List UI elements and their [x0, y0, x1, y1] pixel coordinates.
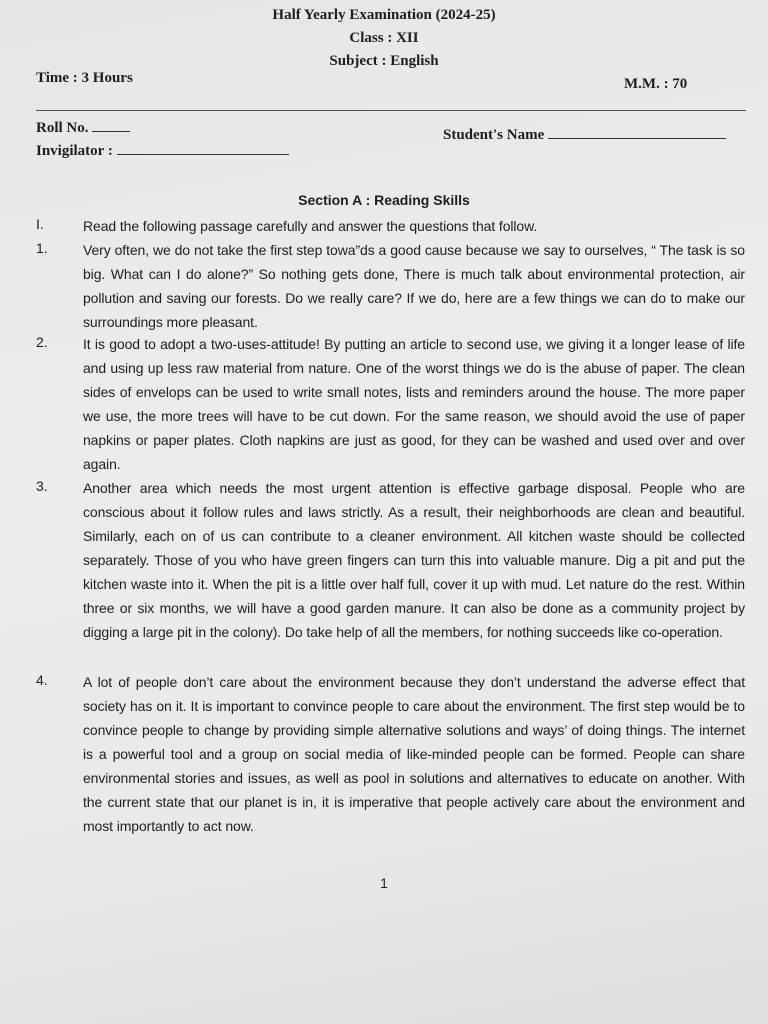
- paragraph-2-text: It is good to adopt a two-uses-attitude! By putting an article to second use, we giving it a longer lease of life and using up less raw material from nature. One of the worst things we do is the abuse of paper. The clean sides of envelops can be used to write small notes, lists and reminders around the house. The more paper we use, the more trees will have to be cut down. For the same reason, we should avoid the use of paper napkins or paper plates. Cloth napkins are just as good, for they can be washed and used over and over again.: [83, 336, 745, 472]
- paragraph-4-number: 4.: [36, 672, 48, 688]
- invigilator-blank: [117, 142, 289, 155]
- invigilator-label: Invigilator :: [36, 143, 113, 159]
- paragraph-1-number: 1.: [36, 240, 48, 256]
- section-title: Section A : Reading Skills: [298, 192, 470, 208]
- paragraph-3-text: Another area which needs the most urgent attention is effective garbage disposal. People who are conscious about it follow rules and laws strictly. As a result, their neighborhoods are clean and beautiful. Similarly, each on of us can contribute to a cleaner environment. All kitchen waste should be collected separately. Those of you who have green fingers can turn this into valuable manure. Dig a pit and put the kitchen waste into it. When the pit is a little over half full, cover it up with mud. Let nature do the rest. Within three or six months, we will have a good garden manure. It can also be done as a community project by digging a large pit in the colony). Do take help of all the members, for nothing succeeds like co-operation.: [83, 480, 745, 640]
- time-allowed: Time : 3 Hours: [36, 70, 133, 86]
- max-marks: M.M. : 70: [624, 76, 688, 92]
- paragraph-2-number: 2.: [36, 334, 48, 350]
- roll-number-field: [36, 119, 130, 137]
- header-divider: [36, 110, 746, 111]
- roll-number-label: Roll No.: [36, 120, 89, 136]
- paragraph-1-text: Very often, we do not take the first step towa”ds a good cause because we say to ourselves, “ The task is so big. What can I do alone?” So nothing gets done, There is much talk about environmental protection, air pollution and saving our forests. Do we really care? If we do, here are a few things we can do to make our surroundings more pleasant.: [83, 242, 745, 330]
- roll-number-blank: [92, 119, 130, 132]
- exam-title: Half Yearly Examination (2024-25): [272, 7, 496, 23]
- subject-line: Subject : English: [329, 53, 439, 69]
- question-number: I.: [36, 216, 44, 232]
- paragraph-4-text: A lot of people don’t care about the environment because they don’t understand the adverse effect that society has on it. It is important to convince people to care about the environment. The first step would be to convince people to change by providing simple alternative solutions and ways’ of doing things. The internet is a powerful tool and a group on social media of like-minded people can be formed. People can share environmental stories and issues, as well as pool in solutions and alternatives to educate on another. With the current state that our planet is in, it is imperative that people actively care about the environment and most importantly to act now.: [83, 674, 745, 834]
- student-name-label: Student's Name: [443, 127, 545, 143]
- paragraph-3-number: 3.: [36, 478, 48, 494]
- class-line: Class : XII: [349, 30, 419, 46]
- student-name-blank: [548, 126, 726, 139]
- invigilator-field: [36, 142, 289, 160]
- student-name-field: [443, 126, 726, 144]
- question-instruction: Read the following passage carefully and answer the questions that follow.: [83, 218, 538, 234]
- page-number: 1: [380, 875, 388, 891]
